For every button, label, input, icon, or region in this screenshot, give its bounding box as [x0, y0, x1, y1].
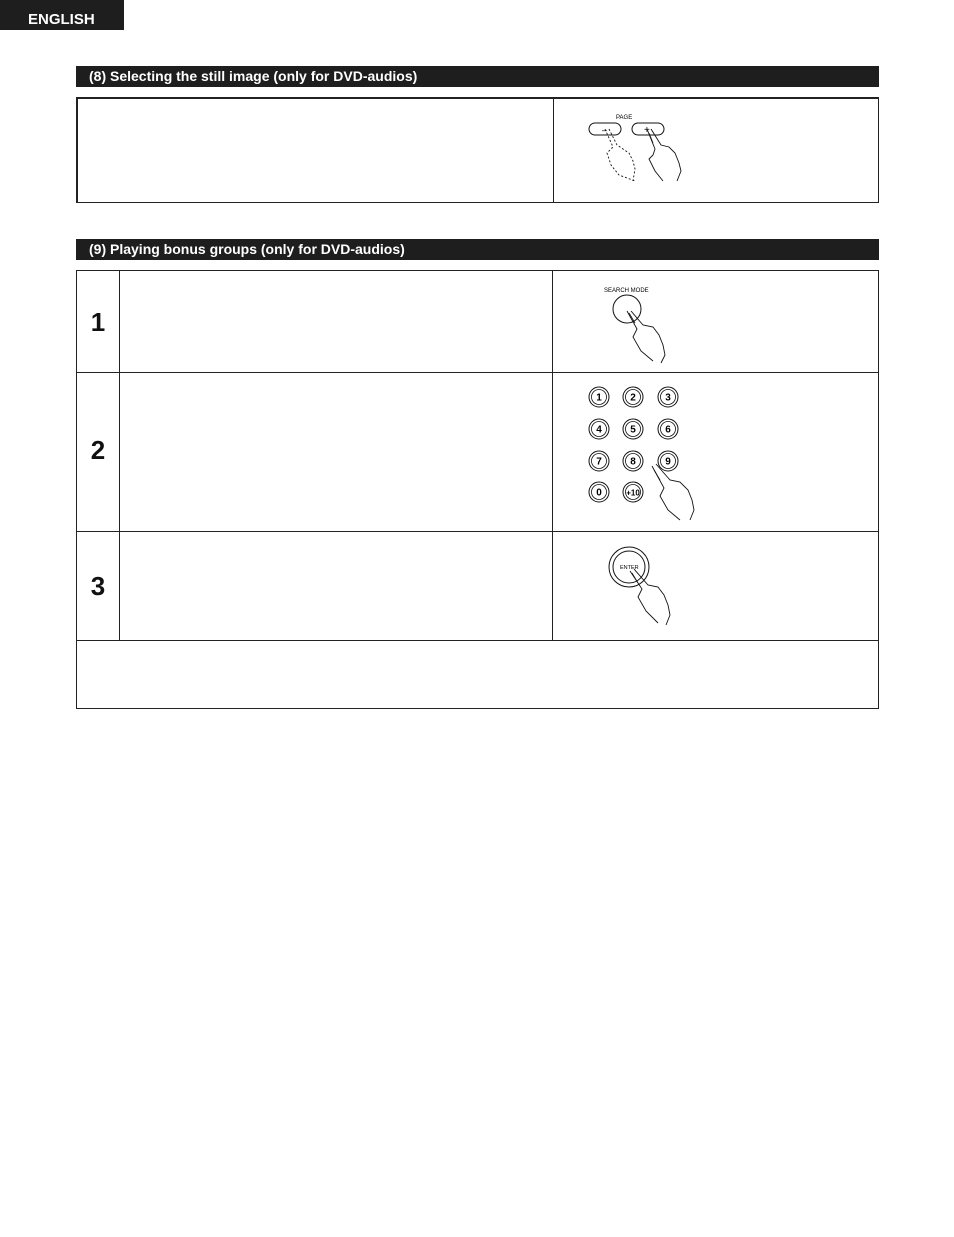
keypad-key-9 — [658, 451, 678, 471]
section-8-title: (8) Selecting the still image (only for DVD-audios) — [76, 66, 879, 87]
language-tab: ENGLISH — [0, 0, 124, 30]
keypad-key-label: 4 — [596, 424, 602, 436]
keypad-key-4 — [589, 419, 609, 439]
keypad-key-8 — [623, 451, 643, 471]
hand-press-icon — [627, 311, 665, 363]
step-number-divider — [119, 271, 120, 640]
keypad-key-label: 3 — [665, 392, 671, 404]
page-plus-label: + — [644, 125, 650, 136]
section-9-box — [76, 270, 879, 709]
keypad-key-label: 0 — [596, 487, 602, 499]
keypad-key-label: 9 — [665, 456, 671, 468]
search-mode-label: SEARCH MODE — [604, 288, 649, 294]
keypad-key-2 — [623, 387, 643, 407]
number-keypad-illustration — [582, 384, 712, 529]
keypad-key-6 — [658, 419, 678, 439]
keypad-key-1 — [589, 387, 609, 407]
hand-press-icon — [630, 569, 670, 625]
keypad-key-label: +10 — [626, 488, 640, 498]
page-label: PAGE — [616, 115, 633, 121]
keypad-grid — [589, 387, 678, 502]
step-number-1: 1 — [90, 307, 106, 337]
keypad-key-plus10 — [623, 482, 643, 502]
hand-press-icon — [605, 129, 635, 181]
keypad-key-7 — [589, 451, 609, 471]
keypad-key-label: 7 — [596, 456, 602, 468]
row-divider — [77, 372, 878, 373]
page-buttons-illustration — [583, 109, 713, 194]
keypad-key-label: 2 — [630, 392, 636, 404]
step-number-3: 3 — [90, 571, 106, 601]
step-number-2: 2 — [90, 435, 106, 465]
hand-press-icon — [647, 129, 681, 181]
section-8-box — [76, 97, 879, 203]
keypad-key-label: 6 — [665, 424, 671, 436]
keypad-key-0 — [589, 482, 609, 502]
page-minus-label: – — [602, 125, 608, 135]
keypad-key-label: 5 — [630, 424, 636, 436]
keypad-key-5 — [623, 419, 643, 439]
keypad-key-3 — [658, 387, 678, 407]
column-divider — [553, 99, 554, 202]
keypad-key-label: 1 — [596, 392, 602, 404]
row-divider — [77, 640, 878, 641]
keypad-key-label: 8 — [630, 456, 636, 468]
column-divider — [552, 271, 553, 640]
section-9-title: (9) Playing bonus groups (only for DVD-audios) — [76, 239, 879, 260]
enter-button-illustration — [602, 545, 702, 636]
enter-label: ENTER — [620, 565, 639, 571]
hand-press-icon — [652, 464, 694, 520]
row-divider — [77, 531, 878, 532]
search-mode-illustration — [597, 283, 697, 370]
